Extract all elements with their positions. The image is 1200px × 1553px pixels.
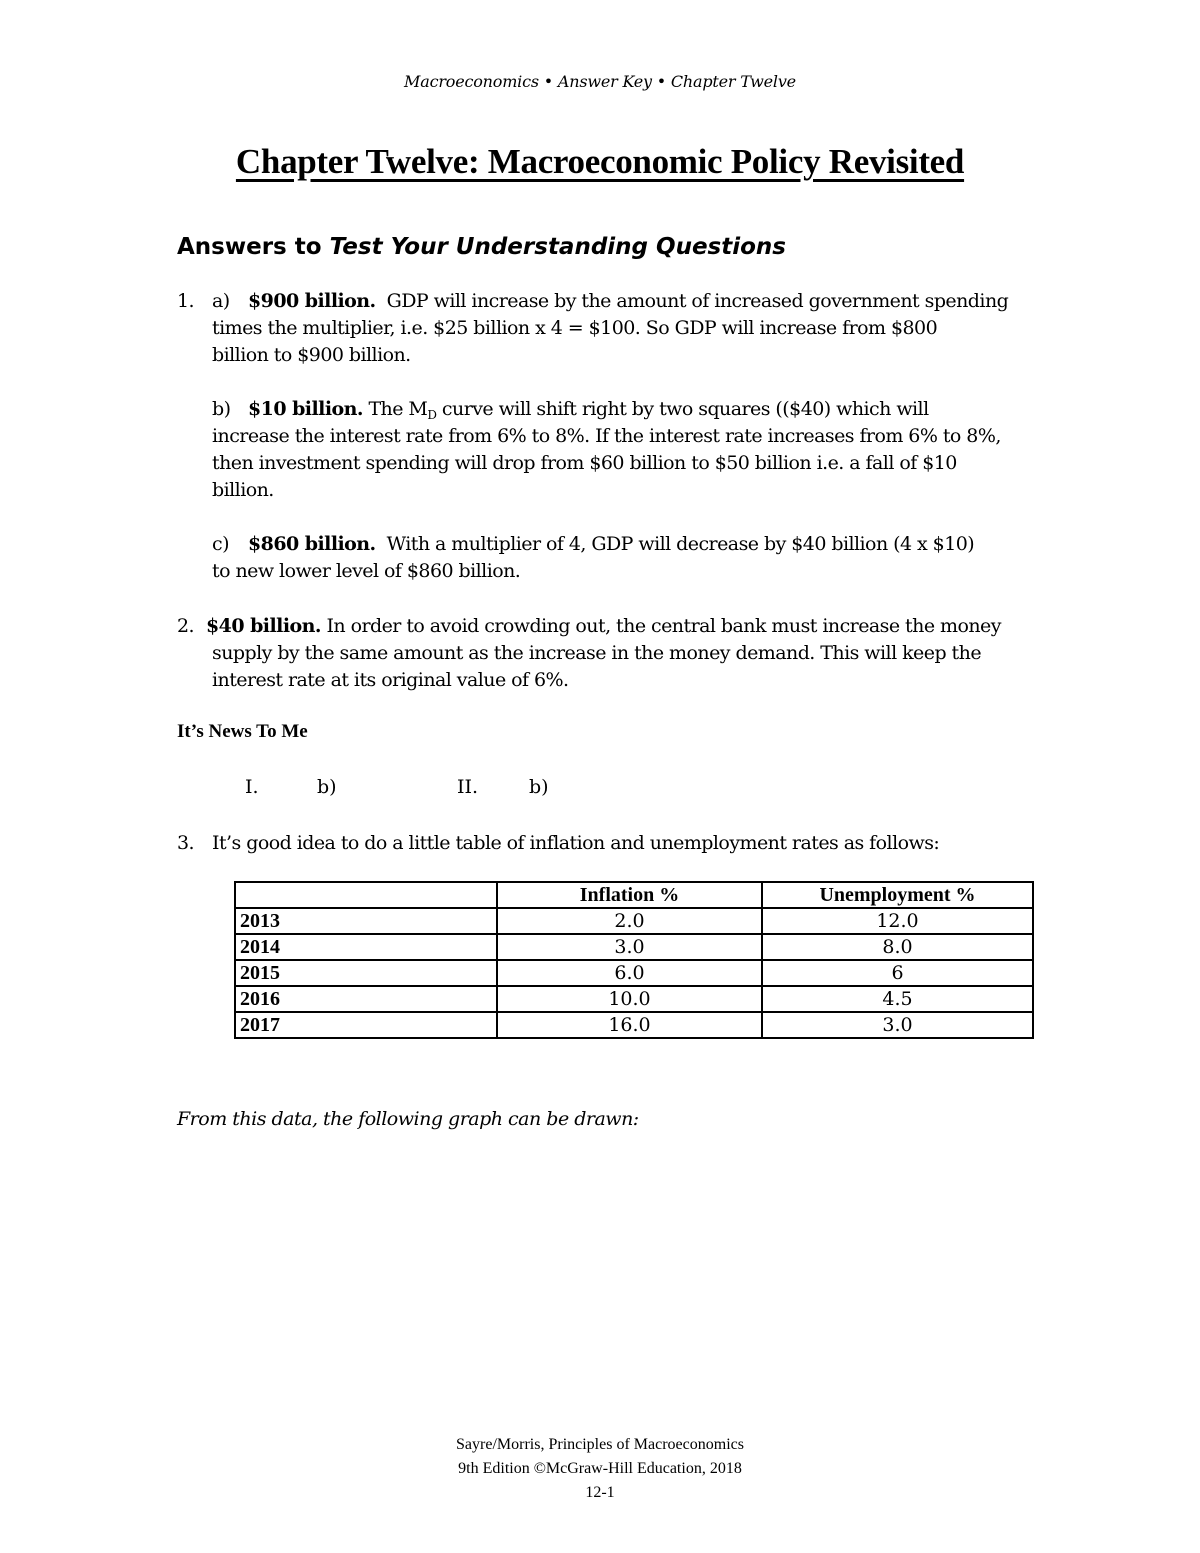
table-cell-year: 2016 [235, 986, 497, 1012]
q1a-line-3: billion to $900 billion. [212, 344, 411, 366]
news-ii-answer: b) [529, 776, 549, 798]
table-row [235, 960, 1033, 986]
q1a-label: a) [212, 290, 230, 312]
footer-line-2: 9th Edition ©McGraw-Hill Education, 2018 [458, 1460, 742, 1477]
q2-line-2: supply by the same amount as the increase in the money demand. This will keep the [212, 642, 982, 664]
table-cell-year: 2014 [235, 934, 497, 960]
page-number: 12-1 [585, 1484, 615, 1501]
table-row [235, 1012, 1033, 1038]
table-cell-unemployment: 4.5 [762, 986, 1033, 1012]
table-cell-year: 2017 [235, 1012, 497, 1038]
table-row [235, 934, 1033, 960]
q1c-answer: $860 billion. [248, 533, 376, 555]
q1b-answer: $10 billion. [248, 398, 363, 420]
q1b-line-3: then investment spending will drop from $60 billion to $50 billion i.e. a fall of $10 [212, 452, 957, 474]
table-header-inflation: Inflation % [497, 882, 762, 908]
news-heading: It’s News To Me [177, 721, 308, 742]
inflation-unemployment-table [234, 881, 1034, 1039]
table-cell-year: 2015 [235, 960, 497, 986]
news-ii-label: II. [457, 776, 479, 798]
q1b-text-end: curve will shift right by two squares (($40) which will [436, 398, 929, 420]
table-cell-unemployment: 12.0 [762, 908, 1033, 934]
q1b-label: b) [212, 398, 231, 420]
q2-number: 2. [177, 615, 195, 637]
q1a-line-2: times the multiplier, i.e. $25 billion x 4 = $100. So GDP will increase from $800 [212, 317, 938, 339]
q1b-text-start: The M [368, 398, 428, 420]
footer-line-1: Sayre/Morris, Principles of Macroeconomics [456, 1436, 744, 1453]
table-cell-inflation: 6.0 [497, 960, 762, 986]
q1c-line-2: to new lower level of $860 billion. [212, 560, 521, 582]
section-heading-italic: Test Your Understanding Questions [329, 234, 786, 260]
table-cell-inflation: 2.0 [497, 908, 762, 934]
q1a-line-1 [248, 288, 1008, 315]
q2-line-3: interest rate at its original value of 6%. [212, 669, 569, 691]
table-row [235, 908, 1033, 934]
q2-answer: $40 billion. [206, 615, 321, 637]
section-heading [177, 234, 786, 260]
q1c-line-1 [248, 531, 974, 558]
table-header-row [235, 882, 1033, 908]
closing-text: From this data, the following graph can be drawn: [177, 1108, 639, 1130]
q3-text: It’s good idea to do a little table of inflation and unemployment rates as follows: [212, 832, 940, 854]
running-header: Macroeconomics • Answer Key • Chapter Twelve [404, 72, 796, 91]
table-cell-unemployment: 8.0 [762, 934, 1033, 960]
table-cell-unemployment: 3.0 [762, 1012, 1033, 1038]
q3-number: 3. [177, 832, 195, 854]
table-header-unemployment: Unemployment % [762, 882, 1033, 908]
table-row [235, 986, 1033, 1012]
q1a-text: GDP will increase by the amount of increased government spending [386, 290, 1009, 312]
table-cell-year: 2013 [235, 908, 497, 934]
q2-line-1 [206, 613, 1001, 640]
table-cell-inflation: 16.0 [497, 1012, 762, 1038]
q1b-line-4: billion. [212, 479, 274, 501]
section-heading-prefix: Answers to [177, 234, 330, 260]
q1b-line-2: increase the interest rate from 6% to 8%. If the interest rate increases from 6% to 8%, [212, 425, 1001, 447]
q1b-subscript: D [427, 408, 437, 422]
page-title: Chapter Twelve: Macroeconomic Policy Revisited [235, 142, 965, 181]
news-i-label: I. [245, 776, 259, 798]
table-cell-unemployment: 6 [762, 960, 1033, 986]
q1-number: 1. [177, 290, 195, 312]
table-cell-inflation: 10.0 [497, 986, 762, 1012]
table-header-year [235, 882, 497, 908]
q1a-answer: $900 billion. [248, 290, 376, 312]
q1c-text: With a multiplier of 4, GDP will decrease by $40 billion (4 x $10) [386, 533, 975, 555]
table-cell-inflation: 3.0 [497, 934, 762, 960]
q2-text: In order to avoid crowding out, the central bank must increase the money [326, 615, 1001, 637]
q1c-label: c) [212, 533, 229, 555]
news-i-answer: b) [317, 776, 337, 798]
